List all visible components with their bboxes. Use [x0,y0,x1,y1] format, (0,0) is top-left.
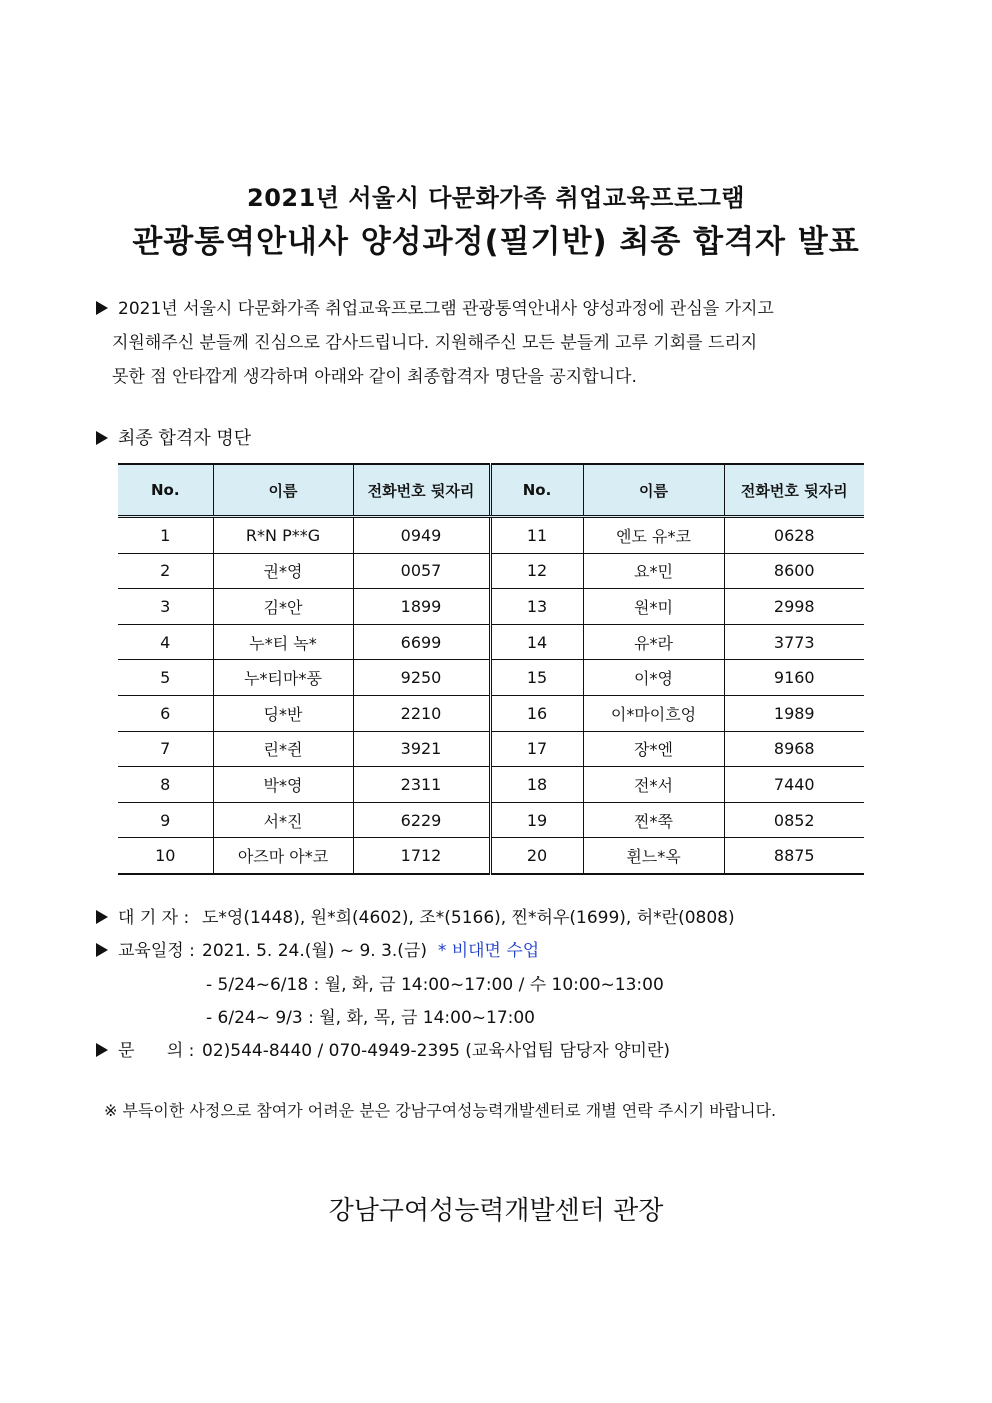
table-cell: 5 [118,660,213,696]
table-cell: 1899 [353,589,490,625]
bullet-triangle-icon [96,301,108,315]
table-cell: 2210 [353,695,490,731]
table-cell: 9 [118,802,213,838]
column-header: 이름 [583,464,724,517]
bullet-triangle-icon [96,910,108,924]
bullet-triangle-icon [96,1043,108,1057]
table-cell: 0057 [353,553,490,589]
table-cell: 요*민 [583,553,724,589]
table-cell: 김*안 [213,589,353,625]
table-cell: 9250 [353,660,490,696]
table-cell: 13 [490,589,583,625]
table-cell: 9160 [724,660,864,696]
document-title: 2021년 서울시 다문화가족 취업교육프로그램 [247,184,745,212]
table-cell: 엔도 유*코 [583,517,724,554]
table-row [118,695,864,731]
table-cell: 6699 [353,624,490,660]
table-cell: 1712 [353,838,490,874]
table-cell: 16 [490,695,583,731]
table-row [118,802,864,838]
table-cell: 20 [490,838,583,874]
table-cell: 7 [118,731,213,767]
table-row [118,731,864,767]
table-cell: 6 [118,695,213,731]
table-cell: 8600 [724,553,864,589]
table-cell: 서*진 [213,802,353,838]
schedule-note: * 비대면 수업 [437,941,540,961]
table-cell: 4 [118,624,213,660]
intro-line-2: 지원해주신 분들께 진심으로 감사드립니다. 지원해주신 모든 분들게 고루 기회를 드리지 [112,333,758,353]
table-cell: 3921 [353,731,490,767]
column-header: 이름 [213,464,353,517]
column-header: 전화번호 뒷자리 [353,464,490,517]
schedule-sub-2: - 6/24~ 9/3 : 월, 화, 목, 금 14:00~17:00 [206,1008,535,1028]
table-row [118,589,864,625]
table-cell: 권*영 [213,553,353,589]
bullet-triangle-icon [96,943,108,957]
schedule-label: 교육일정 : [118,941,195,961]
table-cell: 0949 [353,517,490,554]
table-cell: 15 [490,660,583,696]
table-header-row [118,464,864,517]
table-cell: 찐*쭉 [583,802,724,838]
waiting-list [96,903,735,928]
table-cell: 아즈마 아*코 [213,838,353,874]
table-cell: 전*서 [583,767,724,803]
table-cell: 누*티마*풍 [213,660,353,696]
notice: ※ 부득이한 사정으로 참여가 어려운 분은 강남구여성능력개발센터로 개별 연락 주시기 바랍니다. [104,1101,777,1120]
table-cell: 8875 [724,838,864,874]
column-header: No. [118,464,213,517]
table-cell: 장*엔 [583,731,724,767]
table-cell: 이*영 [583,660,724,696]
table-cell: 박*영 [213,767,353,803]
table-cell: 14 [490,624,583,660]
table-cell: 1 [118,517,213,554]
table-cell: 휜느*옥 [583,838,724,874]
table-cell: 이*마이흐엉 [583,695,724,731]
table-cell: 3 [118,589,213,625]
intro-line-1: 2021년 서울시 다문화가족 취업교육프로그램 관광통역안내사 양성과정에 관심을 가지고 [118,299,774,319]
passer-table [118,463,864,875]
table-cell: 8 [118,767,213,803]
schedule-value: 2021. 5. 24.(월) ~ 9. 3.(금) [202,941,427,961]
contact-value: 02)544-8440 / 070-4949-2395 (교육사업팀 담당자 양미란) [202,1041,671,1061]
table-cell: 18 [490,767,583,803]
table-row [118,624,864,660]
document-subtitle: 관광통역안내사 양성과정(필기반) 최종 합격자 발표 [132,224,860,260]
waiting-value: 도*영(1448), 원*희(4602), 조*(5166), 찐*허우(1699), 허*란(0808) [202,908,735,928]
table-cell: 딩*반 [213,695,353,731]
table-cell: 0628 [724,517,864,554]
signature: 강남구여성능력개발센터 관장 [328,1196,664,1226]
table-cell: 6229 [353,802,490,838]
intro-line-3: 못한 점 안타깝게 생각하며 아래와 같이 최종합격자 명단을 공지합니다. [112,367,637,387]
bullet-triangle-icon [96,431,108,445]
table-row [118,553,864,589]
waiting-label: 대 기 자 : [118,908,190,928]
column-header: No. [490,464,583,517]
schedule [96,936,539,961]
table-cell: 유*라 [583,624,724,660]
contact [96,1036,670,1061]
table-cell: 1989 [724,695,864,731]
table-cell: 0852 [724,802,864,838]
table-cell: 누*티 녹* [213,624,353,660]
table-cell: 2 [118,553,213,589]
table-cell: 19 [490,802,583,838]
schedule-sub-1: - 5/24~6/18 : 월, 화, 금 14:00~17:00 / 수 10:00~13:00 [206,975,664,995]
table-row [118,517,864,554]
table-cell: 원*미 [583,589,724,625]
table-row [118,838,864,874]
table-cell: 17 [490,731,583,767]
table-cell: 린*쥔 [213,731,353,767]
table-cell: R*N P**G [213,517,353,554]
column-header: 전화번호 뒷자리 [724,464,864,517]
list-heading: 최종 합격자 명단 [96,424,251,450]
table-cell: 2998 [724,589,864,625]
table-cell: 8968 [724,731,864,767]
table-cell: 12 [490,553,583,589]
table-cell: 3773 [724,624,864,660]
table-row [118,660,864,696]
table-cell: 2311 [353,767,490,803]
table-row [118,767,864,803]
table-cell: 10 [118,838,213,874]
contact-label: 문 의 : [118,1041,195,1061]
intro-paragraph [96,292,876,394]
table-cell: 11 [490,517,583,554]
table-cell: 7440 [724,767,864,803]
